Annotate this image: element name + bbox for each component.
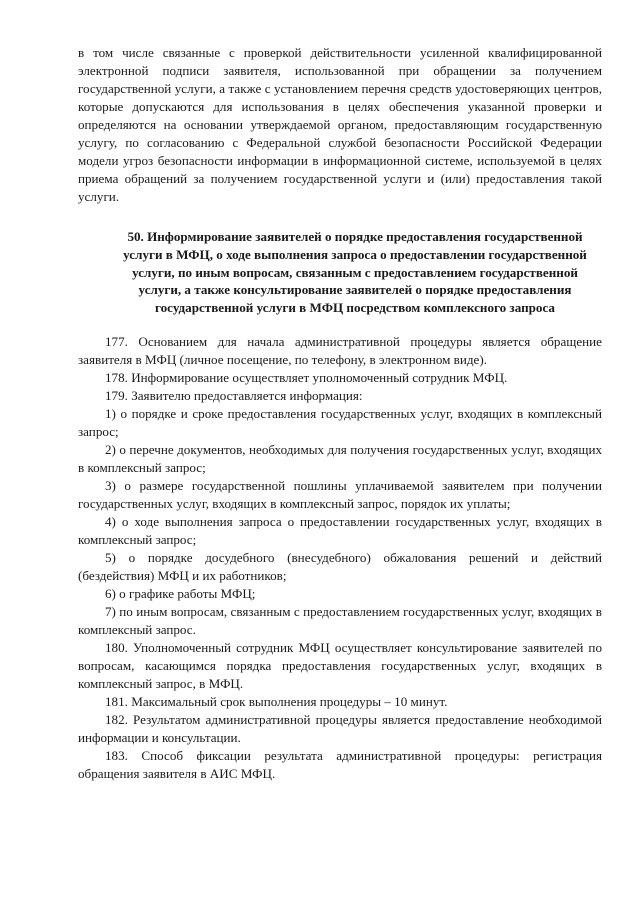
paragraph-183: 183. Способ фиксации результата административной процедуры: регистрация обращения заявителя в АИС МФЦ. — [78, 747, 602, 781]
list-item-2: 2) о перечне документов, необходимых для получения государственных услуг, входящих в комплексный запрос; — [78, 441, 602, 475]
paragraph-179: 179. Заявителю предоставляется информация: — [105, 387, 363, 403]
paragraph-181: 181. Максимальный срок выполнения процедуры – 10 минут. — [105, 693, 448, 709]
paragraph-177: 177. Основанием для начала административной процедуры является обращение заявителя в МФЦ (личное посещение, по телефону, в электронном виде). — [78, 333, 602, 367]
paragraph-178: 178. Информирование осуществляет уполномоченный сотрудник МФЦ. — [105, 369, 508, 385]
list-item-7: 7) по иным вопросам, связанным с предоставлением государственных услуг, входящих в комплексный запрос. — [78, 603, 602, 637]
list-item-4: 4) о ходе выполнения запроса о предоставлении государственных услуг, входящих в комплексный запрос; — [78, 513, 602, 547]
list-item-1: 1) о порядке и сроке предоставления государственных услуг, входящих в комплексный запрос; — [78, 405, 602, 439]
section-heading: 50. Информирование заявителей о порядке предоставления государственной услуги в МФЦ, о ходе выполнения запроса о предоставлении государственной услуги, по иным вопросам, связанным с предоставлением государственной услуги, а также консультирование заявителей о порядке предоставления государственной услуги в МФЦ посредством комплексного запроса — [123, 229, 587, 316]
paragraph-182: 182. Результатом административной процедуры является предоставление необходимой информации и консультации. — [78, 711, 602, 745]
list-item-5: 5) о порядке досудебного (внесудебного) обжалования решений и действий (бездействия) МФЦ и их работников; — [78, 549, 602, 583]
intro-paragraph: в том числе связанные с проверкой действительности усиленной квалифицированной электронной подписи заявителя, использованной при обращении за получением государственной услуги, а также с установлением перечня средств удостоверяющих центров, которые допускаются для использования в целях обеспечения указанной проверки и определяются на основании утверждаемой органом, предоставляющим государственную услугу, по согласованию с Федеральной службой безопасности Российской Федерации модели угроз безопасности информации в информационной системе, используемой в целях приема обращений за получением государственной услуги и (или) предоставления такой услуги. — [78, 45, 602, 204]
list-item-3: 3) о размере государственной пошлины уплачиваемой заявителем при получении государственных услуг, входящих в комплексный запрос, порядок их уплаты; — [78, 477, 602, 511]
list-item-6: 6) о графике работы МФЦ; — [105, 585, 256, 601]
document-page — [78, 44, 602, 783]
paragraph-180: 180. Уполномоченный сотрудник МФЦ осуществляет консультирование заявителей по вопросам, касающимся порядка предоставления государственных услуг, входящих в комплексный запрос, в МФЦ. — [78, 639, 602, 691]
